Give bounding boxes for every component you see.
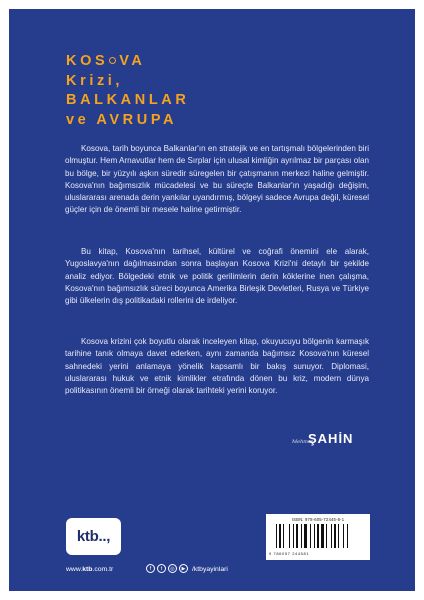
paragraph-2: Bu kitap, Kosova'nın tarihsel, kültürel ve coğrafi önemini ele alarak, Yugoslavya'nın dağılmasından sonra başlayan Kosova Krizi'ni detaylı bir şekilde analiz ediyor. Bölgedeki etnik ve politik gerilimlerin derin köklerine inen çalışma, Kosova'nın bağımsızlık süreci boyunca Amerika Birleşik Devletleri, Rusya ve Türkiye gibi ülkelerin dış politikadaki rollerini de irdeliyor. <box>65 247 369 306</box>
barcode-stripe <box>331 524 332 548</box>
title-ring-icon <box>109 57 116 64</box>
barcode-stripe <box>296 524 298 548</box>
barcode-stripe <box>310 524 311 548</box>
barcode-stripe <box>317 524 319 548</box>
signature-first-name: Mehmet <box>292 439 314 445</box>
book-title <box>66 52 189 130</box>
publisher-website[interactable] <box>66 566 113 573</box>
youtube-icon[interactable]: ▶ <box>179 564 188 573</box>
back-cover <box>9 9 415 591</box>
barcode-digits: 9 786057 244581 <box>269 551 310 556</box>
publisher-logo-text: ktb.., <box>76 528 111 545</box>
website-brand: ktb <box>82 566 93 573</box>
barcode-stripe <box>293 524 294 548</box>
website-suffix: .com.tr <box>92 566 114 573</box>
isbn-number: ISBN: 978-605-72445-8-1 <box>291 517 345 522</box>
barcode-stripe <box>301 524 302 548</box>
barcode-stripe <box>334 524 336 548</box>
barcode-stripe <box>276 524 277 548</box>
title-line-1 <box>66 52 189 72</box>
title-line-3: BALKANLAR <box>66 92 190 108</box>
website-prefix: www. <box>66 566 83 573</box>
barcode-bars <box>276 524 360 548</box>
title-line-4: ve AVRUPA <box>66 111 178 128</box>
barcode-stripe <box>283 524 284 548</box>
title-line-2: Krizi, <box>66 72 124 89</box>
barcode-stripe <box>304 524 307 548</box>
barcode <box>266 514 370 560</box>
twitter-icon[interactable]: t <box>157 564 166 573</box>
title-line-1-part-b: VA <box>119 53 146 69</box>
barcode-stripe <box>289 524 290 548</box>
barcode-stripe <box>343 524 344 548</box>
paragraph-1: Kosova, tarih boyunca Balkanlar'ın en stratejik ve en tartışmalı bölgelerinden biri olmuştur. Hem Arnavutlar hem de Sırplar için ulusal kimliğin ayrılmaz bir parçası olan bu bölge, bir yüzyılı aşkın süredir süregelen bir çatışmanın merkezi haline gelmiştir. Kosova'nın bağımsızlık mücadelesi ve bu süreçte Balkanlar'ın yaşadığı değişim, uluslararası arenada derin yankılar uyandırmış, bölgeyi sadece Avrupa değil, küresel güçler için de önemli bir mesele haline getirmiştir. <box>65 144 369 215</box>
instagram-icon[interactable]: ◎ <box>168 564 177 573</box>
signature-last-name: ŞAHİN <box>308 431 354 446</box>
barcode-stripe <box>314 524 315 548</box>
barcode-stripe <box>321 524 324 548</box>
publisher-logo <box>66 518 121 555</box>
barcode-stripe <box>347 524 348 548</box>
social-handle[interactable]: /ktbyayinlari <box>192 566 228 573</box>
barcode-stripe <box>338 524 339 548</box>
barcode-stripe <box>279 524 281 548</box>
facebook-icon[interactable]: f <box>146 564 155 573</box>
social-icons <box>146 564 188 573</box>
title-line-1-part-a: KOS <box>66 53 109 69</box>
barcode-stripe <box>326 524 327 548</box>
paragraph-3: Kosova krizini çok boyutlu olarak inceleyen kitap, okuyucuyu bölgenin karmaşık tarihine tanık olmaya davet ederken, aynı zamanda bağımsız Kosova'nın küresel sahnedeki yerini anlamaya yönelik kapsamlı bir bakış sunuyor. Diplomasi, uluslararası hukuk ve etnik kimlikler etrafında dönen bu kriz, modern dünya politikasının önemli bir örneği olarak tarihteki yerini koruyor. <box>65 337 369 396</box>
